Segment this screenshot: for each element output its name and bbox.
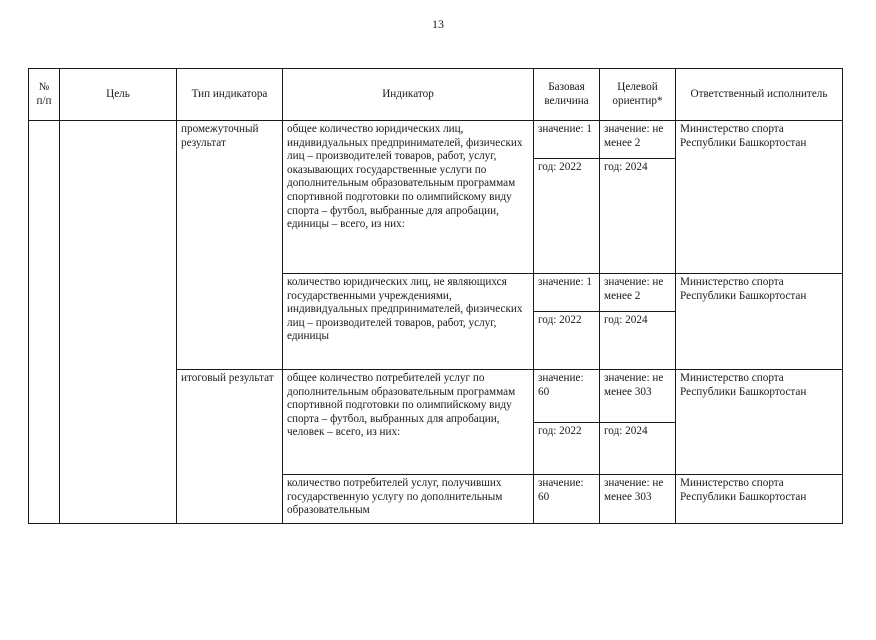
base-value-cell: значение: 1 [534,121,600,159]
target-value-cell: значение: не менее 303 [600,370,676,423]
responsible-cell: Министерство спорта Республики Башкортостан [676,274,843,370]
header-num: № п/п [29,69,60,121]
base-value-cell: значение: 1 [534,274,600,312]
base-year-cell: год: 2022 [534,159,600,274]
header-goal: Цель [60,69,177,121]
target-value-cell: значение: не менее 2 [600,274,676,312]
num-cell [29,121,60,524]
type-cell: промежуточный результат [177,121,283,370]
base-value-cell: значение: 60 [534,475,600,524]
indicators-table [28,68,843,524]
header-base: Базовая величина [534,69,600,121]
target-year-cell: год: 2024 [600,159,676,274]
indicator-cell: общее количество потребителей услуг по дополнительным образовательным программам спортивной подготовки по олимпийскому виду спорта – футбол, выбранных для апробации, человек – всего, из них: [283,370,534,475]
target-value-cell: значение: не менее 2 [600,121,676,159]
base-year-cell: год: 2022 [534,423,600,475]
indicator-cell: количество юридических лиц, не являющихся государственными учреждениями, индивидуальных предпринимателей, физических лиц – производителей товаров, работ, услуг, единицы [283,274,534,370]
responsible-cell: Министерство спорта Республики Башкортостан [676,370,843,475]
base-year-cell: год: 2022 [534,312,600,370]
header-row [29,69,843,121]
goal-cell [60,121,177,524]
target-year-cell: год: 2024 [600,312,676,370]
indicator-cell: общее количество юридических лиц, индивидуальных предпринимателей, физических лиц – производителей товаров, работ, услуг, оказывающих государственные услуги по дополнительным образовательным программам спортивной подготовки по олимпийскому виду спорта – футбол, выбранные для апробации, единицы – всего, из них: [283,121,534,274]
base-value-cell: значение: 60 [534,370,600,423]
header-responsible: Ответственный исполнитель [676,69,843,121]
header-indicator: Индикатор [283,69,534,121]
target-year-cell: год: 2024 [600,423,676,475]
target-value-cell: значение: не менее 303 [600,475,676,524]
table-row [29,121,843,159]
header-target: Целевой ориентир* [600,69,676,121]
page-number: 13 [432,17,444,31]
type-cell: итоговый результат [177,370,283,524]
indicator-cell: количество потребителей услуг, получивших государственную услугу по дополнительным образовательным [283,475,534,524]
header-type: Тип индикатора [177,69,283,121]
responsible-cell: Министерство спорта Республики Башкортостан [676,121,843,274]
responsible-cell: Министерство спорта Республики Башкортостан [676,475,843,524]
